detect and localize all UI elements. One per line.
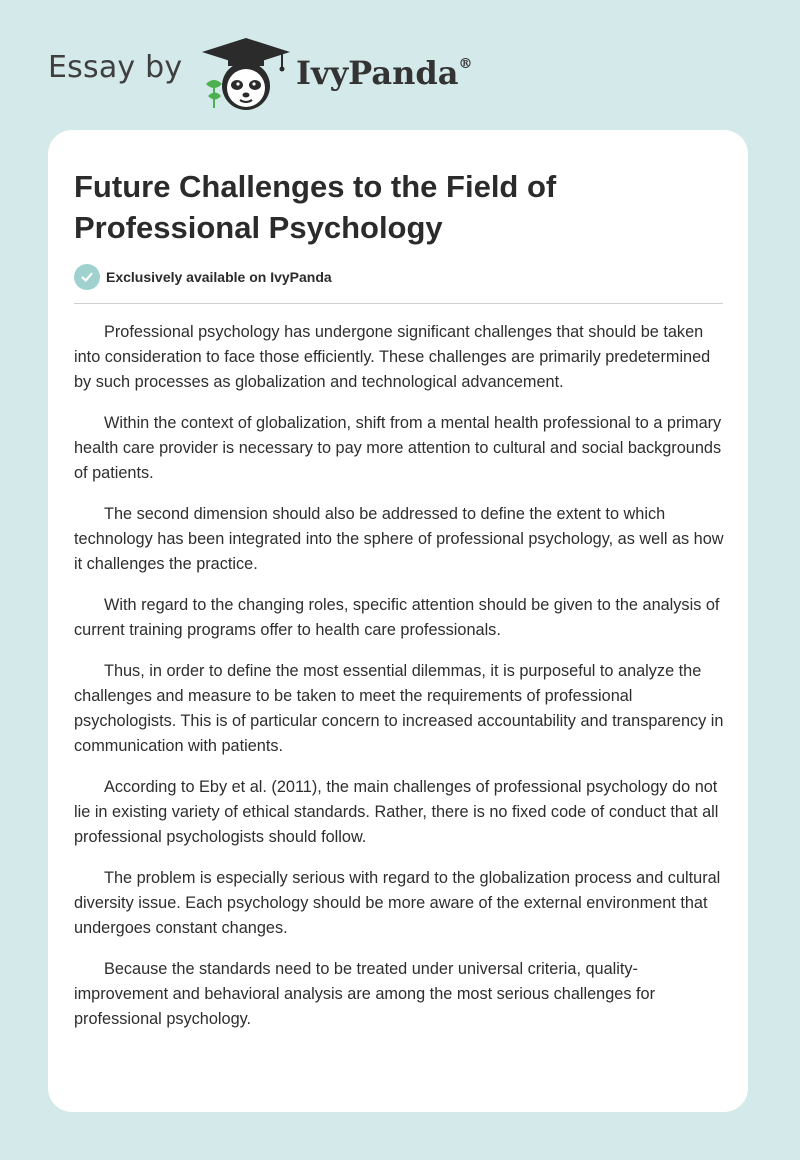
- paragraph: Because the standards need to be treated under universal criteria, quality-improvement and behavioral analysis are among the most serious challenges for professional psychology.: [74, 960, 656, 1028]
- paragraph: Professional psychology has undergone significant challenges that should be taken into consideration to face those efficiently. These challenges are primarily predetermined by such processes as globalization and technological advancement.: [74, 323, 711, 391]
- exclusive-badge: [74, 264, 332, 290]
- divider: [74, 303, 723, 304]
- paragraph: Thus, in order to define the most essential dilemmas, it is purposeful to analyze the challenges and measure to be taken to meet the requirements of professional psychologists. This is of particular concern to increased accountability and transparency in communication with patients.: [74, 662, 724, 755]
- registered-mark: ®: [458, 56, 473, 73]
- essay-body: [74, 320, 726, 1048]
- essay-card: [48, 130, 748, 1112]
- page-title: Future Challenges to the Field of Professional Psychology: [74, 169, 557, 245]
- check-circle-icon: [74, 264, 100, 290]
- brand-name: [296, 54, 472, 92]
- brand-text: IvyPanda: [296, 54, 459, 92]
- site-header: [0, 0, 800, 130]
- paragraph: Within the context of globalization, shift from a mental health professional to a primary health care provider is necessary to pay more attention to cultural and social backgrounds of patients.: [74, 414, 722, 482]
- panda-graduate-icon: [200, 36, 292, 112]
- paragraph: The problem is especially serious with regard to the globalization process and cultural diversity issue. Each psychology should be more aware of the external environment that undergoes constant changes.: [74, 869, 721, 937]
- paragraph: According to Eby et al. (2011), the main challenges of professional psychology do not lie in existing variety of ethical standards. Rather, there is no fixed code of conduct that all professional psychologists should follow.: [74, 778, 719, 846]
- essay-by-label: Essay by: [48, 50, 183, 85]
- exclusive-badge-label: Exclusively available on IvyPanda: [106, 269, 332, 285]
- paragraph: With regard to the changing roles, specific attention should be given to the analysis of current training programs offer to health care professionals.: [74, 596, 720, 639]
- paragraph: The second dimension should also be addressed to define the extent to which technology has been integrated into the sphere of professional psychology, as well as how it challenges the practice.: [74, 505, 724, 573]
